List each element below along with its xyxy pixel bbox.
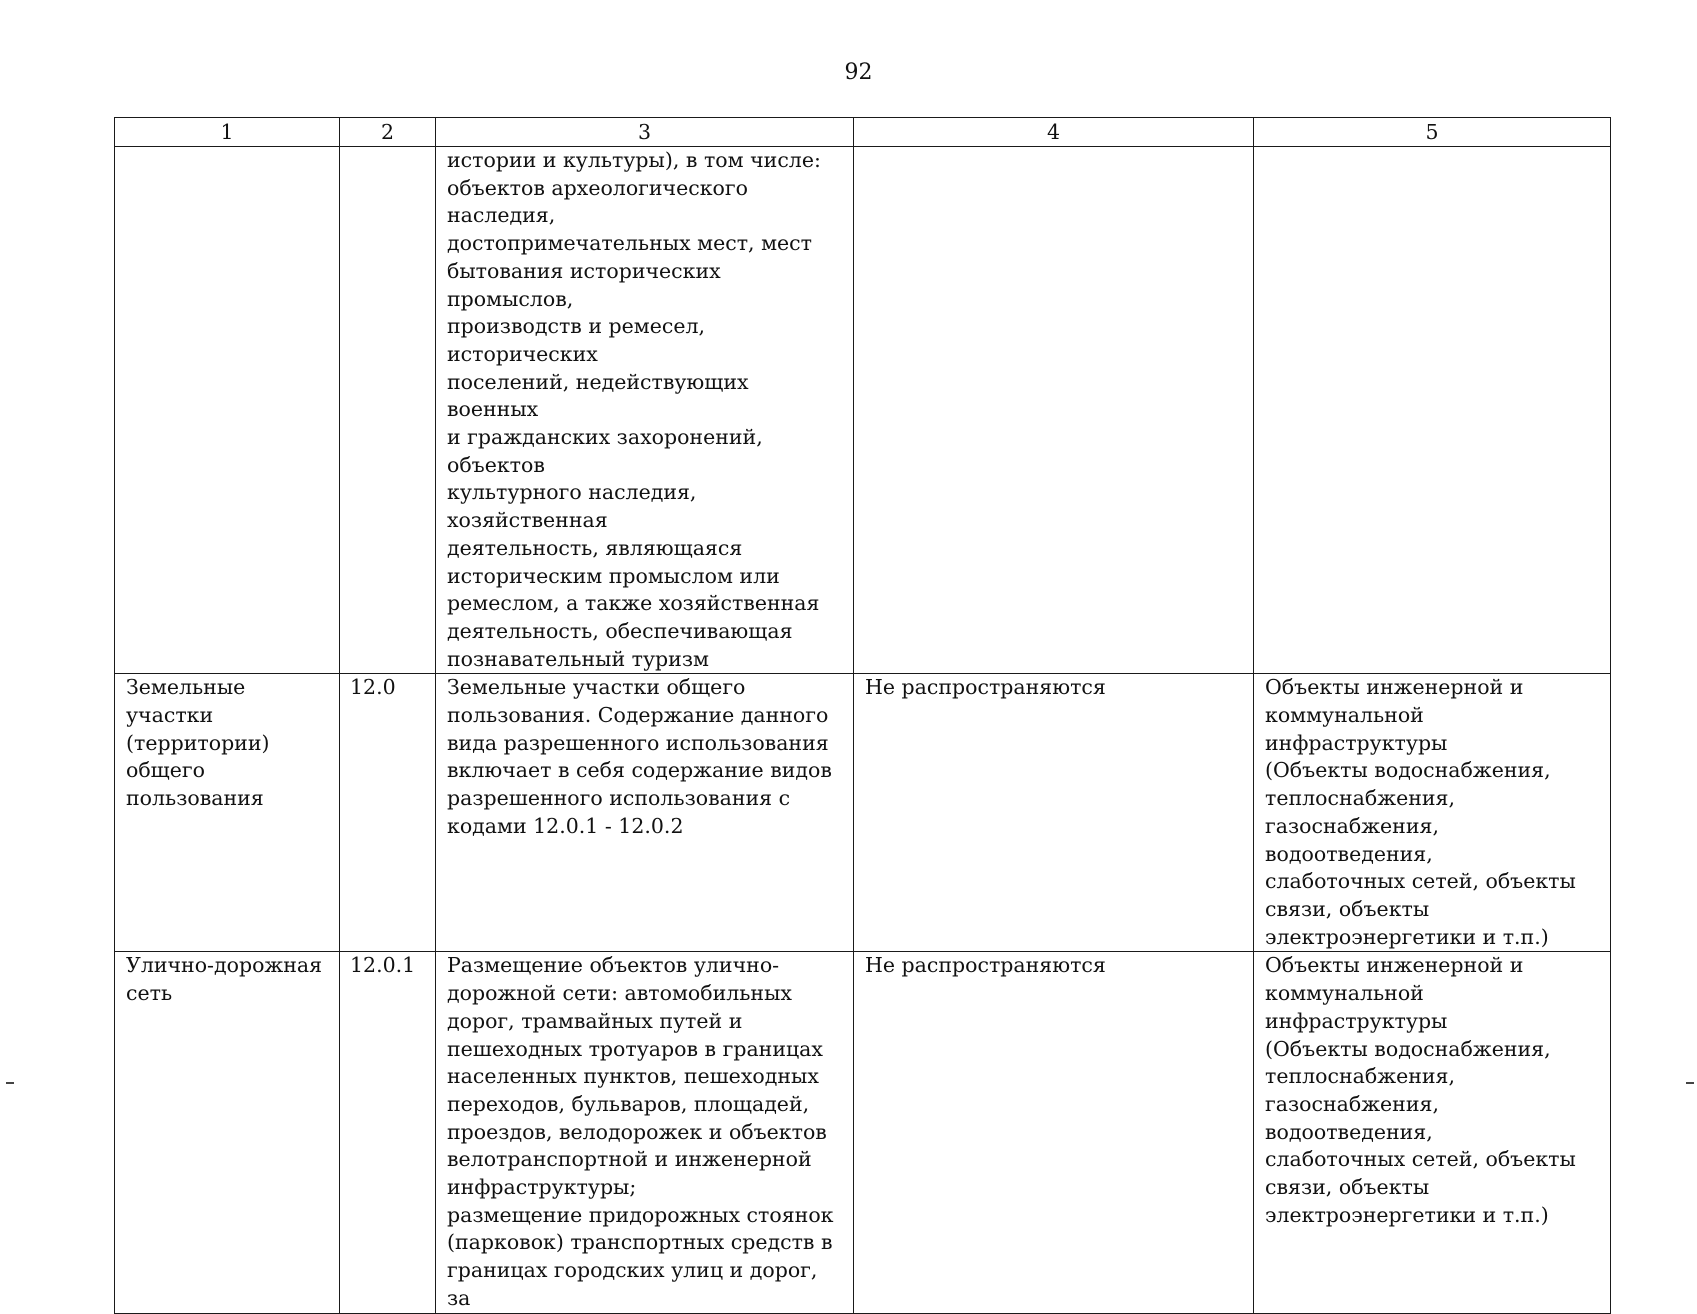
use-type-code-cell: 12.0.1 [340, 952, 436, 1313]
scan-mark-left [6, 1082, 14, 1084]
column-header-3: 3 [436, 118, 854, 147]
page-number: 92 [844, 60, 873, 85]
scan-mark-right [1686, 1082, 1694, 1084]
use-type-description-cell: Размещение объектов улично- дорожной сети: автомобильных дорог, трамвайных путей и пешеходных тротуаров в границах населенных пунктов, пешеходных переходов, бульваров, площадей, проездов, велодорожек и объектов велотранспортной и инженерной инфраструктуры; размещение придорожных стоянок (парковок) транспортных средств в границах городских улиц и дорог, за [436, 952, 854, 1313]
auxiliary-uses-cell [1254, 147, 1611, 674]
use-type-name-cell [115, 147, 340, 674]
restrictions-cell [854, 147, 1254, 674]
table-row [115, 147, 1611, 674]
table-row [115, 952, 1611, 1313]
column-header-2: 2 [340, 118, 436, 147]
use-type-code-cell: 12.0 [340, 674, 436, 952]
auxiliary-uses-cell: Объекты инженерной и коммунальной инфраструктуры (Объекты водоснабжения, теплоснабжения, газоснабжения, водоотведения, слаботочных сетей, объекты связи, объекты электроэнергетики и т.п.) [1254, 674, 1611, 952]
use-type-description-cell: Земельные участки общего пользования. Содержание данного вида разрешенного использования включает в себя содержание видов разрешенного использования с кодами 12.0.1 - 12.0.2 [436, 674, 854, 952]
table-header-row [115, 118, 1611, 147]
table-row [115, 674, 1611, 952]
auxiliary-uses-cell: Объекты инженерной и коммунальной инфраструктуры (Объекты водоснабжения, теплоснабжения, газоснабжения, водоотведения, слаботочных сетей, объекты связи, объекты электроэнергетики и т.п.) [1254, 952, 1611, 1313]
restrictions-cell: Не распространяются [854, 952, 1254, 1313]
column-header-1: 1 [115, 118, 340, 147]
land-use-table [114, 117, 1611, 1314]
use-type-name-cell: Улично-дорожная сеть [115, 952, 340, 1313]
column-header-5: 5 [1254, 118, 1611, 147]
use-type-name-cell: Земельные участки (территории) общего пользования [115, 674, 340, 952]
use-type-code-cell [340, 147, 436, 674]
use-type-description-cell: истории и культуры), в том числе: объектов археологического наследия, достопримечательных мест, мест бытования исторических промыслов, производств и ремесел, исторических поселений, недействующих военных и гражданских захоронений, объектов культурного наследия, хозяйственная деятельность, являющаяся историческим промыслом или ремеслом, а также хозяйственная деятельность, обеспечивающая познавательный туризм [436, 147, 854, 674]
restrictions-cell: Не распространяются [854, 674, 1254, 952]
column-header-4: 4 [854, 118, 1254, 147]
